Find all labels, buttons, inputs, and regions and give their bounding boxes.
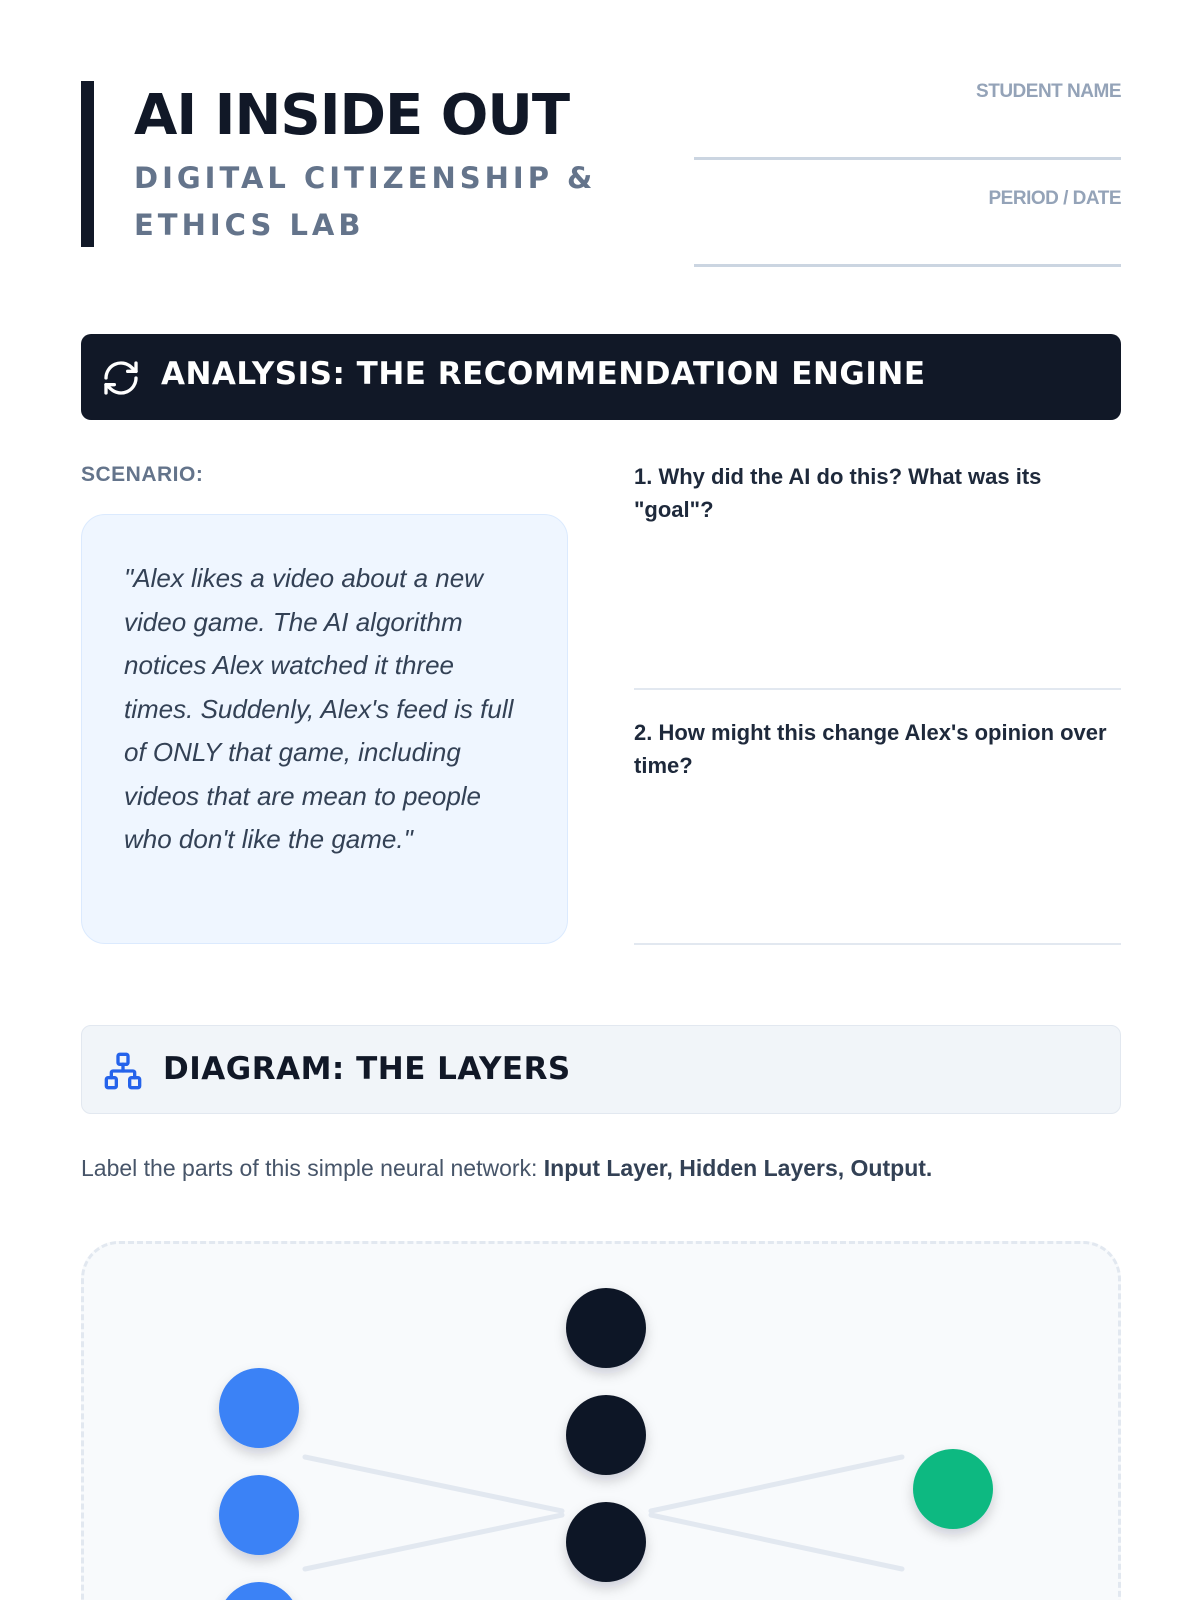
input-hidden-link: [305, 1457, 562, 1511]
input-hidden-link: [305, 1515, 562, 1569]
instructions-terms: Input Layer, Hidden Layers, Output.: [543, 1155, 933, 1181]
input-layer-node: [219, 1582, 299, 1600]
period-date-label: PERIOD / DATE: [988, 188, 1121, 209]
network-icon: [103, 1051, 143, 1091]
diagram-instructions: [81, 1155, 932, 1182]
worksheet-subtitle: DIGITAL CITIZENSHIP & ETHICS LAB: [134, 161, 597, 242]
output-layer: [913, 1449, 993, 1529]
hidden-layer-node: [566, 1395, 646, 1475]
worksheet-title: AI INSIDE OUT: [134, 83, 570, 148]
scenario-card: [81, 514, 568, 944]
refresh-icon: [101, 358, 141, 398]
period-date-line[interactable]: [694, 264, 1121, 267]
scenario-label: SCENARIO:: [81, 463, 204, 486]
student-name-line[interactable]: [694, 157, 1121, 160]
scenario-text: "Alex likes a video about a new video game. The AI algorithm notices Alex watched it three times. Suddenly, Alex's feed is full of ONLY that game, including videos that are mean to people who don't like the game.": [124, 563, 514, 854]
header-accent-bar: [81, 81, 94, 247]
question-2: 2. How might this change Alex's opinion over time?: [634, 720, 1107, 778]
output-layer-node: [913, 1449, 993, 1529]
instructions-text: Label the parts of this simple neural network:: [81, 1155, 544, 1181]
worksheet-header: [81, 81, 1121, 271]
neural-network-diagram: [81, 1241, 1121, 1600]
hidden-layer-node: [566, 1502, 646, 1582]
hidden-output-link: [651, 1515, 902, 1569]
hidden-output-link: [651, 1457, 902, 1511]
analysis-heading: ANALYSIS: THE RECOMMENDATION ENGINE: [161, 356, 926, 392]
diagram-section-header: [81, 1025, 1121, 1114]
student-name-label: STUDENT NAME: [976, 81, 1121, 102]
input-layer-node: [219, 1475, 299, 1555]
answer-line-1[interactable]: [634, 688, 1121, 690]
neural-network-svg: [84, 1244, 1121, 1600]
analysis-section-header: [81, 334, 1121, 420]
hidden-layer-node: [566, 1288, 646, 1368]
input-layer: [219, 1368, 299, 1600]
question-1: 1. Why did the AI do this? What was its "goal"?: [634, 464, 1042, 522]
hidden-layer: [566, 1288, 646, 1582]
answer-line-2[interactable]: [634, 943, 1121, 945]
input-layer-node: [219, 1368, 299, 1448]
diagram-heading: DIAGRAM: THE LAYERS: [163, 1051, 571, 1087]
